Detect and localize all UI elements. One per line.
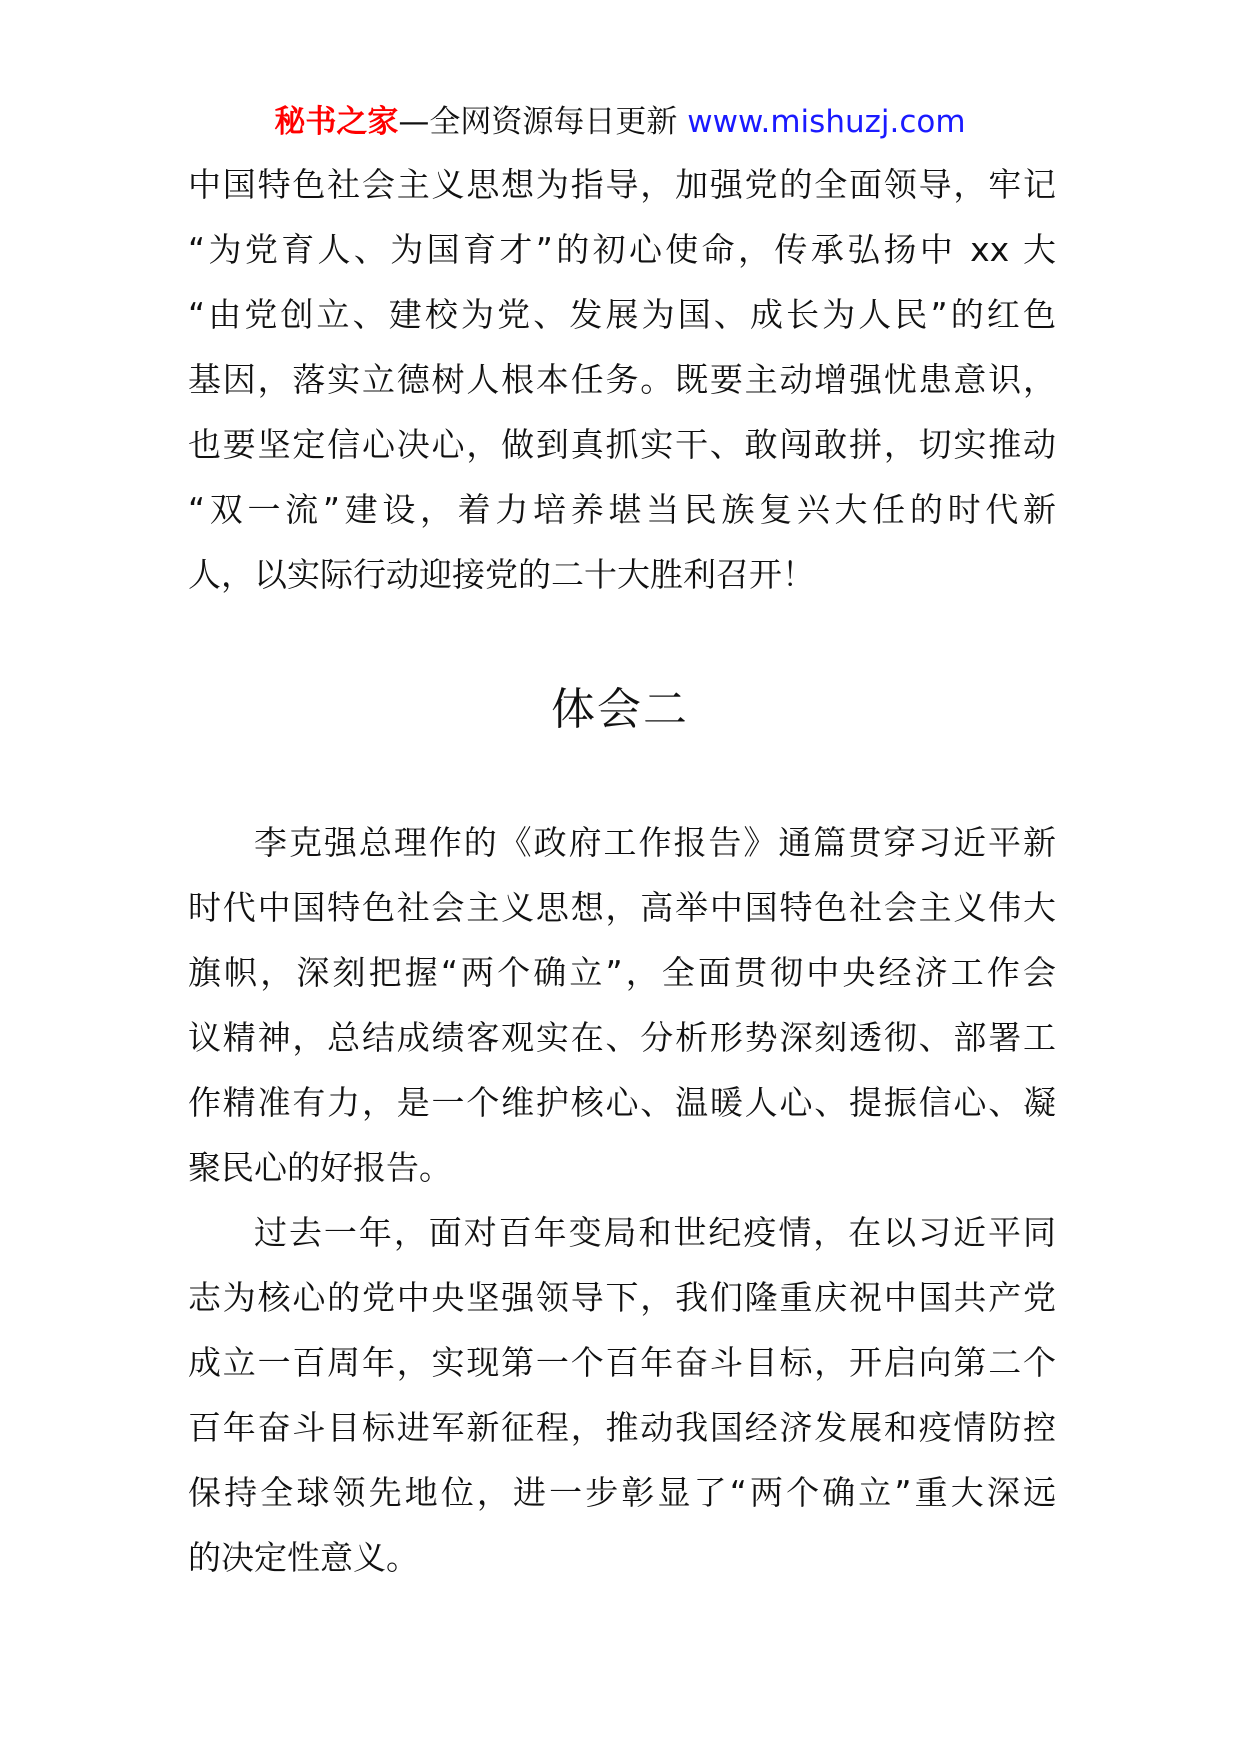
text-line: “为党育人、为国育才”的初心使命，传承弘扬中 xx 大	[188, 230, 1056, 269]
text-line: 过去一年，面对百年变局和世纪疫情，在以习近平同	[254, 1213, 1056, 1252]
text-line: 时代中国特色社会主义思想，高举中国特色社会主义伟大	[188, 888, 1056, 927]
header-brand: 秘书之家	[274, 104, 399, 140]
text-line: 的决定性意义。	[188, 1538, 419, 1577]
text-line: “双一流”建设，着力培养堪当民族复兴大任的时代新	[188, 490, 1056, 529]
text-line: 百年奋斗目标进军新征程，推动我国经济发展和疫情防控	[188, 1408, 1056, 1447]
text-line: 人，以实际行动迎接党的二十大胜利召开！	[188, 555, 815, 594]
header-tagline: —全网资源每日更新	[398, 104, 678, 140]
header-site-link[interactable]: www.mishuzj.com	[687, 104, 966, 140]
text-line: “由党创立、建校为党、发展为国、成长为人民”的红色	[188, 295, 1056, 334]
paragraph-1	[188, 810, 1056, 1200]
text-line: 志为核心的党中央坚强领导下，我们隆重庆祝中国共产党	[188, 1278, 1056, 1317]
text-line: 聚民心的好报告。	[188, 1148, 452, 1187]
text-line: 成立一百周年，实现第一个百年奋斗目标，开启向第二个	[188, 1343, 1056, 1382]
text-line: 基因，落实立德树人根本任务。既要主动增强忧患意识，	[188, 360, 1056, 399]
section-title: 体会二	[551, 684, 689, 735]
text-line: 保持全球领先地位，进一步彰显了“两个确立”重大深远	[188, 1473, 1056, 1512]
page-header	[0, 100, 1240, 144]
text-line: 也要坚定信心决心，做到真抓实干、敢闯敢拼，切实推动	[188, 425, 1056, 464]
text-line: 李克强总理作的《政府工作报告》通篇贯穿习近平新	[254, 823, 1056, 862]
paragraph-2	[188, 1200, 1056, 1590]
text-line: 议精神，总结成绩客观实在、分析形势深刻透彻、部署工	[188, 1018, 1056, 1057]
text-line: 旗帜，深刻把握“两个确立”，全面贯彻中央经济工作会	[188, 953, 1056, 992]
text-line: 中国特色社会主义思想为指导，加强党的全面领导，牢记	[188, 165, 1056, 204]
paragraph-continued	[188, 152, 1056, 607]
text-line: 作精准有力，是一个维护核心、温暖人心、提振信心、凝	[188, 1083, 1056, 1122]
